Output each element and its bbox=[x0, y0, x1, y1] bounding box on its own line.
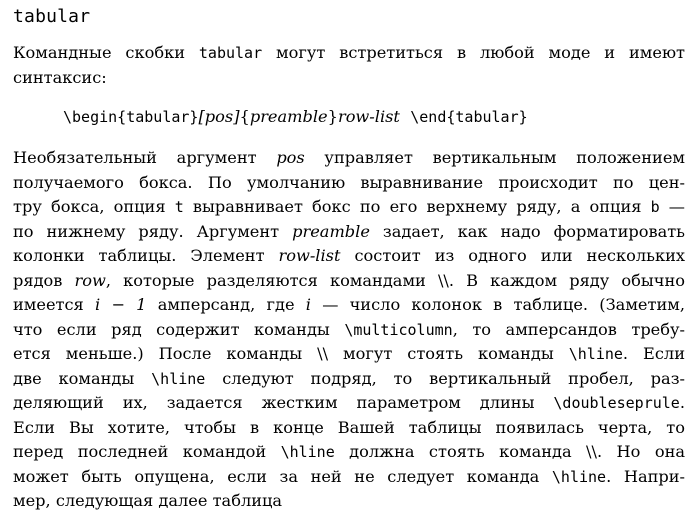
italic-run: i − 1 bbox=[95, 295, 147, 314]
syntax-brace: { bbox=[239, 107, 250, 126]
text-run: . Напри- bbox=[606, 466, 685, 486]
text-run: мер, следующая далее таблица bbox=[13, 491, 283, 510]
code-run: tabular bbox=[198, 44, 263, 62]
text-line bbox=[13, 367, 685, 392]
code-run: \hline bbox=[280, 443, 335, 461]
text-run: по нижнему ряду. Аргумент bbox=[13, 221, 293, 241]
text-run: получаемого бокса. По умолчанию выравнивание происходит по цен- bbox=[13, 172, 685, 192]
text-run: могут встретиться в любой моде и имеют bbox=[262, 43, 685, 62]
italic-run: row bbox=[74, 270, 106, 290]
text-line bbox=[13, 220, 685, 245]
text-run: . bbox=[679, 393, 685, 412]
text-line bbox=[13, 465, 685, 490]
text-run: деляющий их, задается жестким параметром длины bbox=[13, 393, 554, 412]
text-run: две команды bbox=[13, 368, 152, 388]
syntax-example bbox=[63, 105, 685, 129]
italic-run: row-list bbox=[278, 246, 341, 265]
text-line bbox=[13, 269, 685, 294]
syntax-brace: } bbox=[327, 107, 338, 126]
text-line bbox=[13, 416, 685, 441]
italic-run: i bbox=[305, 295, 311, 314]
text-run: задает, как надо форматировать bbox=[369, 221, 685, 241]
text-run: может быть опущена, если за ней не следует команда bbox=[13, 466, 552, 486]
text-run: управляет вертикальным положением bbox=[304, 148, 685, 167]
text-run: состоит из одного или нескольких bbox=[340, 246, 685, 265]
text-run: тру бокса, опция bbox=[13, 197, 175, 216]
text-line bbox=[13, 391, 685, 416]
text-run: рядов bbox=[13, 270, 75, 290]
text-run: Если Вы хотите, чтобы в конце Вашей таблицы появилась черта, то bbox=[13, 417, 685, 437]
text-run: , которые разделяются командами \\. В каждом ряду обычно bbox=[105, 270, 685, 290]
italic-run: preamble bbox=[292, 221, 370, 241]
code-run: \multicolumn bbox=[344, 320, 453, 339]
section-heading: tabular bbox=[13, 6, 91, 27]
code-run: \doubleseprule bbox=[553, 394, 680, 412]
text-run: имеется bbox=[13, 295, 95, 314]
text-run: , то амперсандов требу- bbox=[452, 319, 685, 339]
code-run: \hline bbox=[151, 369, 206, 388]
code-run: t bbox=[174, 198, 184, 216]
code-end: \end{tabular} bbox=[410, 108, 528, 126]
text-run: колонки таблицы. Элемент bbox=[13, 246, 279, 265]
text-line bbox=[13, 66, 685, 91]
document-page bbox=[13, 5, 685, 514]
body-paragraph bbox=[13, 146, 685, 514]
text-run: Необязательный аргумент bbox=[13, 148, 277, 167]
text-run: перед последней командой bbox=[13, 442, 281, 461]
text-run: синтаксис: bbox=[13, 67, 107, 87]
text-line bbox=[13, 440, 685, 465]
text-line bbox=[13, 318, 685, 343]
syntax-rowlist: row-list bbox=[337, 107, 400, 126]
text-line bbox=[13, 195, 685, 220]
code-run: \hline bbox=[551, 467, 607, 486]
syntax-preamble: preamble bbox=[249, 107, 328, 126]
text-run: что если ряд содержит команды bbox=[13, 319, 345, 339]
text-line bbox=[13, 342, 685, 367]
text-line bbox=[13, 489, 685, 514]
text-run: должна стоять команда \\. Но она bbox=[334, 442, 685, 461]
italic-run: pos bbox=[276, 148, 305, 167]
text-run: Командные скобки bbox=[13, 43, 199, 62]
text-run: выравнивает бокс по его верхнему ряду, а опция bbox=[183, 197, 651, 216]
code-run: b bbox=[650, 198, 660, 216]
text-run: ется меньше.) После команды \\ могут стоять команды bbox=[13, 344, 569, 363]
text-run: амперсанд, где bbox=[146, 295, 306, 314]
text-line bbox=[13, 244, 685, 269]
text-line bbox=[13, 171, 685, 196]
text-line bbox=[13, 41, 685, 66]
text-run: следуют подряд, то вертикальный пробел, раз- bbox=[205, 368, 685, 388]
text-run: — число колонок в таблице. (Заметим, bbox=[310, 295, 685, 314]
intro-paragraph bbox=[13, 41, 685, 90]
text-run: — bbox=[659, 197, 685, 216]
text-run: . Если bbox=[622, 344, 685, 363]
syntax-pos: [pos] bbox=[198, 107, 240, 126]
code-begin: \begin{tabular} bbox=[63, 108, 199, 126]
text-line bbox=[13, 146, 685, 171]
text-line bbox=[13, 293, 685, 318]
code-run: \hline bbox=[568, 345, 623, 363]
